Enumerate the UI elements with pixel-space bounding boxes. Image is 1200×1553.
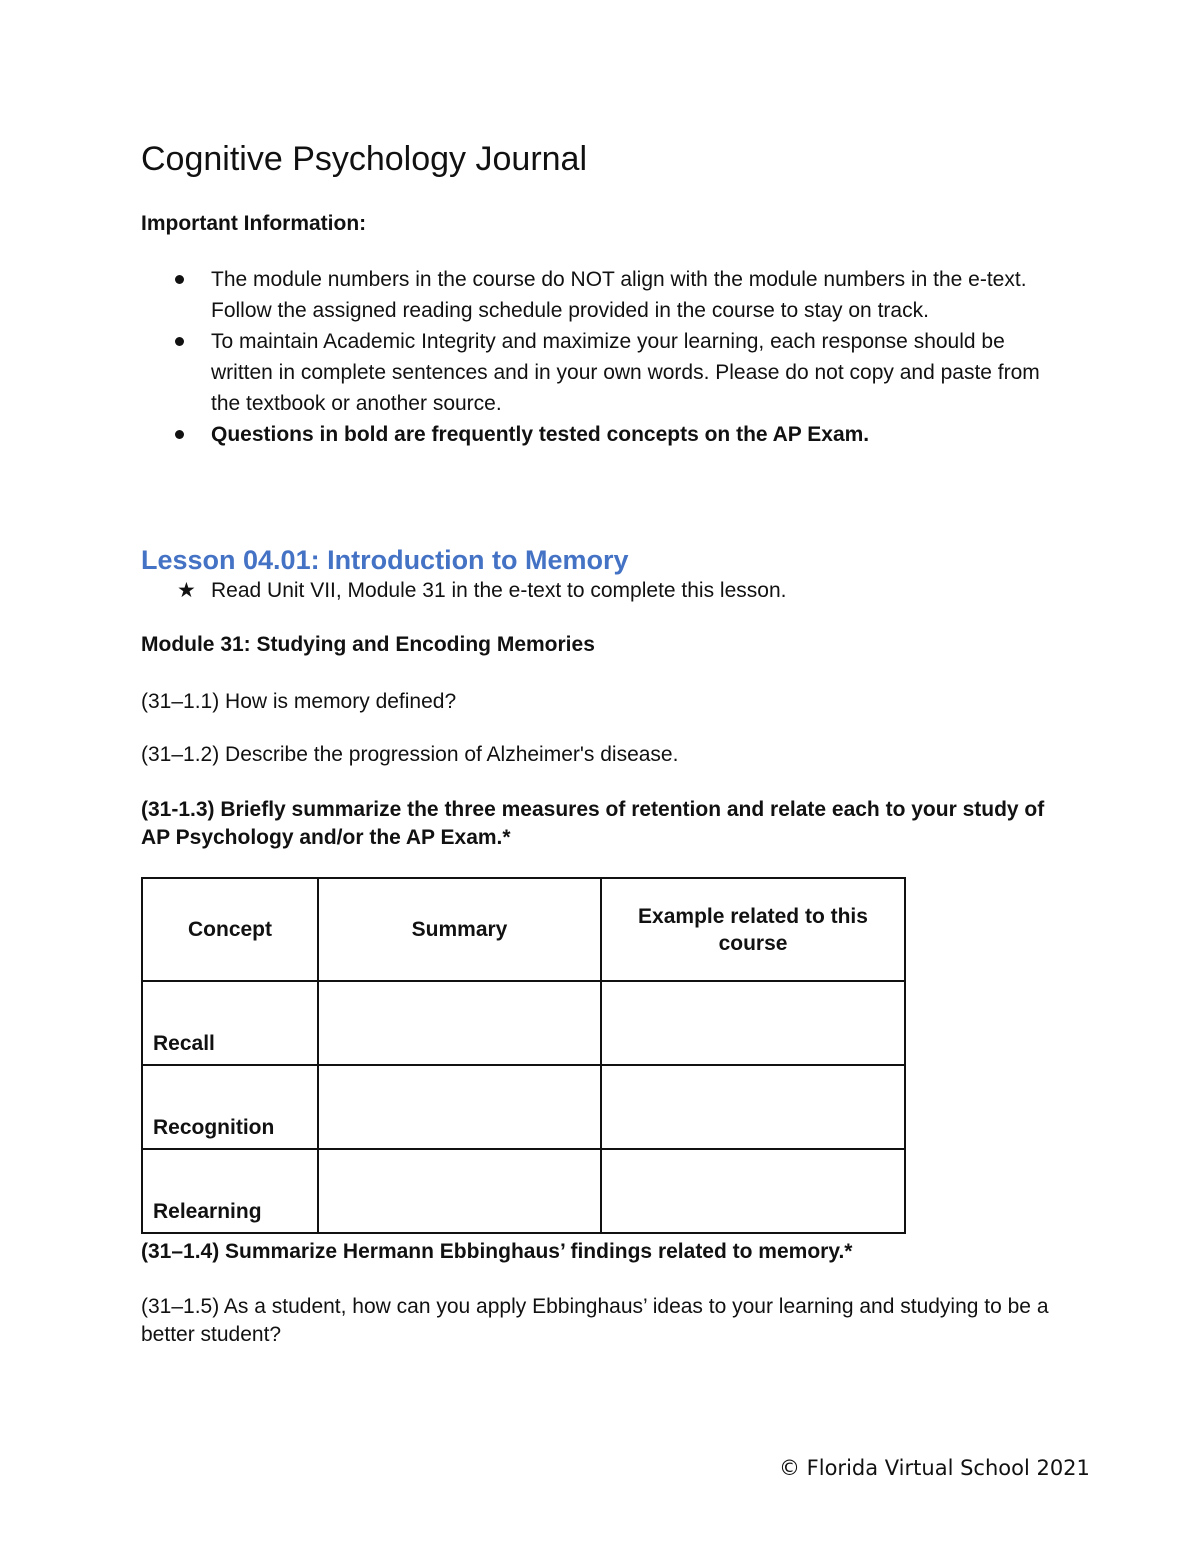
module-heading: Module 31: Studying and Encoding Memories	[141, 633, 595, 656]
question-31-1-3: (31-1.3) Briefly summarize the three measures of retention and relate each to your study of AP Psychology and/or the AP Exam.*	[141, 798, 1045, 849]
important-information-label: Important Information:	[141, 212, 367, 235]
bullet-item: Questions in bold are frequently tested concepts on the AP Exam.	[141, 419, 1061, 450]
question-31-1-4: (31–1.4) Summarize Hermann Ebbinghaus’ findings related to memory.*	[141, 1240, 853, 1263]
table-header-cell: Concept	[142, 878, 318, 981]
star-icon: ★	[177, 579, 196, 602]
bullet-dot-icon	[175, 337, 184, 346]
table-row	[142, 1065, 905, 1149]
question-31-1-5: (31–1.5) As a student, how can you apply Ebbinghaus’ ideas to your learning and studying to be a better student?	[141, 1295, 1049, 1346]
table-row	[142, 1149, 905, 1233]
copyright-footer: © Florida Virtual School 2021	[779, 1456, 1090, 1480]
lesson-heading: Lesson 04.01: Introduction to Memory	[141, 545, 629, 575]
example-cell[interactable]	[601, 1149, 905, 1233]
document-title: Cognitive Psychology Journal	[141, 140, 588, 178]
table-header-cell: Example related to this course	[601, 878, 905, 981]
bullet-item: To maintain Academic Integrity and maximize your learning, each response should be written in complete sentences and in your own words. Please do not copy and paste from the textbook or another source.	[141, 326, 1061, 419]
retention-measures-table	[141, 877, 906, 1234]
summary-cell[interactable]	[318, 981, 601, 1065]
concept-cell: Recognition	[142, 1065, 318, 1149]
reading-assignment	[177, 578, 786, 603]
bullet-dot-icon	[175, 430, 184, 439]
important-information-list	[141, 264, 1061, 450]
table-header-row	[142, 878, 905, 981]
example-cell[interactable]	[601, 1065, 905, 1149]
bullet-item: The module numbers in the course do NOT align with the module numbers in the e-text. Follow the assigned reading schedule provided in the course to stay on track.	[141, 264, 1061, 326]
bullet-dot-icon	[175, 275, 184, 284]
summary-cell[interactable]	[318, 1065, 601, 1149]
question-31-1-2: (31–1.2) Describe the progression of Alzheimer's disease.	[141, 743, 679, 766]
question-31-1-1: (31–1.1) How is memory defined?	[141, 690, 457, 713]
reading-assignment-text: Read Unit VII, Module 31 in the e-text to complete this lesson.	[211, 579, 787, 602]
table-header-cell: Summary	[318, 878, 601, 981]
example-cell[interactable]	[601, 981, 905, 1065]
table-row	[142, 981, 905, 1065]
concept-cell: Recall	[142, 981, 318, 1065]
summary-cell[interactable]	[318, 1149, 601, 1233]
concept-cell: Relearning	[142, 1149, 318, 1233]
